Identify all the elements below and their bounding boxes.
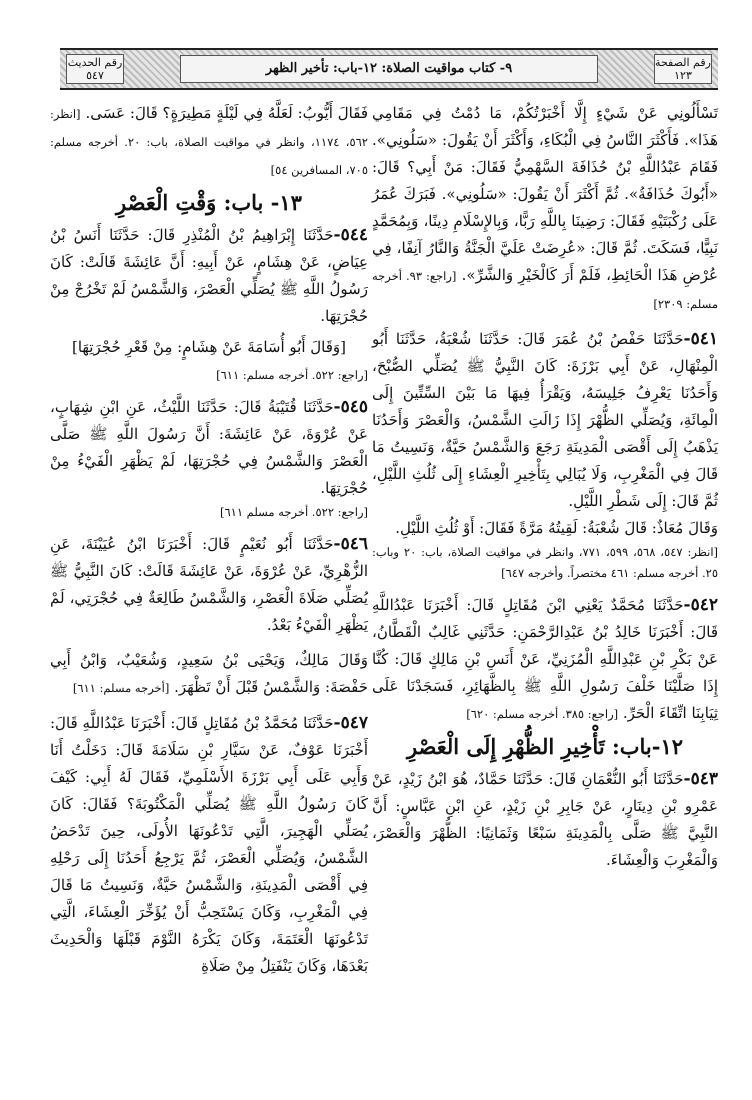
- reference: [راجع: ٥٢٢. أخرجه مسلم ٦١١]: [220, 505, 368, 519]
- hadith-number: ٥٤٢-: [683, 595, 718, 615]
- hadith-number: ٥٤١-: [683, 329, 718, 349]
- hadith-text: حَدَّثَنَا قُتَيْبَةُ قَالَ: حَدَّثَنَا اللَّيْثُ، عَنِ ابْنِ شِهَابٍ، عَنْ عُرْوَةَ، عَنْ عَائِشَةَ: أَنَّ رَسُولَ اللَّهِ ﷺ صَلَّى الْعَصْرَ وَالشَّمْسُ فِي حُجْرَتِهَا، لَمْ يَظْهَرِ الْفَيْءُ مِنْ حُجْرَتِهَا.: [50, 398, 368, 497]
- hadith-number: ٥٤٣-: [683, 769, 718, 789]
- reference: [انظر: ٥٤٧، ٥٦٨، ٥٩٩، ٧٧١، وانظر في مواقيت الصلاة، باب: ٢٠ وباب: ٢٥. أخرجه مسلم: ٤٦١ مختصراً. وأخرجه ٦٤٧]: [372, 545, 719, 580]
- hadith-544: [50, 222, 368, 330]
- hadith-number: ٥٤٧-: [333, 713, 368, 733]
- page-number-label: رقم الصفحة: [655, 56, 711, 69]
- chapter-heading: ١٢-باب: تَأْخِيرِ الظُّهْرِ إِلَى الْعَصْرِ: [406, 734, 684, 759]
- reference: [راجع: ٩٣. أخرجه مسلم: ٢٣٠٩]: [372, 269, 718, 311]
- hadith-546: [50, 531, 368, 639]
- reference: [راجع: ٣٨٥. أخرجه مسلم: ٦٢٠]: [466, 707, 619, 721]
- hadith-number: ٥٤٦-: [333, 534, 368, 554]
- reference: [أخرجه مسلم: ٦١١]: [72, 681, 170, 695]
- hadith-number: ٥٤٤-: [333, 225, 368, 245]
- hadith-543: [372, 766, 718, 874]
- hadith-number: ٥٤٥-: [333, 397, 368, 417]
- hadith-text: حَدَّثَنَا حَفْصُ بْنُ عُمَرَ قَالَ: حَدَّثَنَا شُعْبَةُ، حَدَّثَنَا أَبُو الْمِنْهَالِ، عَنْ أَبِي بَرْزَةَ: كَانَ النَّبِيُّ ﷺ يُصَلِّي الصُّبْحَ، وَأَحَدُنَا يَعْرِفُ جَلِيسَهُ، وَيَقْرَأُ فِيهَا مَا بَيْنَ السِّتِّينَ إِلَى الْمِائَةِ، وَيُصَلِّي الظُّهْرَ إِذَا زَالَتِ الشَّمْسُ، وَالْعَصْرَ وَأَحَدُنَا يَذْهَبُ إِلَى أَقْصَى الْمَدِينَةِ رَجَعَ وَالشَّمْسُ حَيَّةٌ، وَنَسِيتُ مَا قَالَ فِي الْمَغْرِبِ، وَلَا يُبَالِي بِتَأْخِيرِ الْعِشَاءِ إِلَى ثُلُثِ اللَّيْلِ، ثُمَّ قَالَ: إِلَى شَطْرِ اللَّيْلِ.: [372, 330, 718, 510]
- hadith-number-label: رقم الحديث: [67, 56, 123, 69]
- reference: [راجع: ٥٢٢. أخرجه مسلم: ٦١١]: [216, 368, 368, 382]
- reference: [انظر: ٥٦٢، ١١٧٤، وانظر في مواقيت الصلاة، باب: ٢٠. أخرجه مسلم: ٧٠٥، المسافرين ٥٤]: [50, 107, 368, 177]
- hadith-542: [372, 592, 718, 728]
- page-number: ١٢٣: [674, 69, 692, 82]
- hadith-number: ٥٤٧: [86, 69, 104, 82]
- hadith-541: [372, 326, 718, 515]
- hadith-546-addendum: وَقَالَ مَالِكٌ، وَيَحْيَى بْنُ سَعِيدٍ، وَشُعَيْبٌ، وَابْنُ أَبِي حَفْصَةَ: وَالشَّمْسُ قَبْلَ أَنْ تَظْهَرَ. [أخرجه مسلم: ٦١١]: [50, 651, 368, 696]
- hadith-text: حَدَّثَنَا أَبُو النُّعْمَانِ قَالَ: حَدَّثَنَا حَمَّادٌ، هُوَ ابْنُ زَيْدٍ، عَنْ عَمْرِو بْنِ دِينَارٍ، عَنْ جَابِرِ بْنِ زَيْدٍ، عَنِ ابْنِ عَبَّاسٍ: أَنَّ النَّبِيَّ ﷺ صَلَّى بِالْمَدِينَةِ سَبْعًا وَثَمَانِيًا: الظُّهْرَ وَالْعَصْرَ، وَالْمَغْرِبَ وَالْعِشَاءَ.: [372, 770, 718, 869]
- header-title: ٩- كتاب مواقيت الصلاة: ١٢-باب: تأخير الظهر: [180, 55, 598, 83]
- chapter-heading: ١٣- باب: وَقْتِ الْعَصْرِ: [116, 190, 302, 215]
- hadith-text: حَدَّثَنَا أَبُو نُعَيْمٍ قَالَ: أَخْبَرَنَا ابْنُ عُيَيْنَةَ، عَنِ الزُّهْرِيِّ، عَنْ عُرْوَةَ، عَنْ عَائِشَةَ قَالَتْ: كَانَ النَّبِيُّ ﷺ يُصَلِّي صَلَاةَ الْعَصْرِ، وَالشَّمْسُ طَالِعَةٌ فِي حُجْرَتِي، لَمْ يَظْهَرِ الْفَيْءُ بَعْدُ.: [50, 535, 368, 634]
- hadith-541-addendum: وَقَالَ مُعَاذٌ: قَالَ شُعْبَةُ: لَقِيتُهُ مَرَّةً فَقَالَ: أَوْ ثُلُثِ اللَّيْلِ.: [395, 519, 718, 537]
- hadith-547: [50, 710, 368, 980]
- hadith-text: حَدَّثَنَا مُحَمَّدٌ يَعْنِي ابْنَ مُقَاتِلٍ قَالَ: أَخْبَرَنَا عَبْدُاللَّهِ قَالَ: أَخْبَرَنَا خَالِدُ بْنُ عَبْدِالرَّحْمَنِ: حَدَّثَنِي غَالِبٌ الْقَطَّانُ، عَنْ بَكْرِ بْنِ عَبْدِاللَّهِ الْمُزَنِيِّ، عَنْ أَنَسِ بْنِ مَالِكٍ قَالَ: كُنَّا إِذَا صَلَّيْنَا خَلْفَ رَسُولِ اللَّهِ ﷺ بِالظَّهَائِرِ، فَسَجَدْنَا عَلَى ثِيَابِنَا اتِّقَاءَ الْحَرِّ.: [372, 596, 718, 722]
- continued-text: تَسْأَلُونِي عَنْ شَيْءٍ إِلَّا أَخْبَرْتُكُمْ، مَا دُمْتُ فِي مَقَامِي هَذَا». فَأَكْثَرَ النَّاسُ فِي الْبُكَاءِ، وَأَكْثَرَ أَنْ يَقُولَ: «سَلُونِي». فَقَامَ عَبْدُاللَّهِ بْنُ حُذَافَةَ السَّهْمِيُّ فَقَالَ: مَنْ أَبِي؟ قَالَ: «أَبُوكَ حُذَافَةُ». ثُمَّ أَكْثَرَ أَنْ يَقُولَ: «سَلُونِي». فَبَرَكَ عُمَرُ عَلَى رُكْبَتَيْهِ فَقَالَ: رَضِينَا بِاللَّهِ رَبًّا، وَبِالإِسْلَامِ دِينًا، وَبِمُحَمَّدٍ نَبِيًّا، فَسَكَتَ. ثُمَّ قَالَ: «عُرِضَتْ عَلَيَّ الْجَنَّةُ وَالنَّارُ آنِفًا، فِي عُرْضِ هَذَا الْحَائِطِ، فَلَمْ أَرَ كَالْخَيْرِ وَالشَّرِّ». [راجع: ٩٣. أخرجه مسلم: ٢٣٠٩]: [372, 104, 718, 311]
- page-number-box: [654, 54, 712, 84]
- hadith-text: حَدَّثَنَا إِبْرَاهِيمُ بْنُ الْمُنْذِرِ قَالَ: حَدَّثَنَا أَنَسُ بْنُ عِيَاضٍ، عَنْ هِشَامٍ، عَنْ أَبِيهِ: أَنَّ عَائِشَةَ قَالَتْ: كَانَ رَسُولُ اللَّهِ ﷺ يُصَلِّي الْعَصْرَ، وَالشَّمْسُ لَمْ تَخْرُجْ مِنْ حُجْرَتِهَا.: [50, 226, 368, 325]
- page-header: [60, 48, 718, 90]
- continued-text: فَقَالَ أَيُّوبُ: لَعَلَّهُ فِي لَيْلَةٍ مَطِيرَةٍ؟ قَالَ: عَسَى. [انظر: ٥٦٢، ١١٧٤، وانظر في مواقيت الصلاة، باب: ٢٠. أخرجه مسلم: ٧٠٥، المسافرين ٥٤]: [50, 104, 368, 177]
- hadith-text: حَدَّثَنَا مُحَمَّدُ بْنُ مُقَاتِلٍ قَالَ: أَخْبَرَنَا عَبْدُاللَّهِ قَالَ: أَخْبَرَنَا عَوْفٌ، عَنْ سَيَّارِ بْنِ سَلَامَةَ قَالَ: دَخَلْتُ أَنَا وَأَبِي عَلَى أَبِي بَرْزَةَ الأَسْلَمِيِّ، فَقَالَ لَهُ أَبِي: كَيْفَ كَانَ رَسُولُ اللَّهِ ﷺ يُصَلِّي الْمَكْتُوبَةَ؟ فَقَالَ: كَانَ يُصَلِّي الْهَجِيرَ، الَّتِي تَدْعُونَهَا الأُولَى، حِينَ تَدْحَضُ الشَّمْسُ، وَيُصَلِّي الْعَصْرَ، ثُمَّ يَرْجِعُ أَحَدُنَا إِلَى رَحْلِهِ فِي أَقْصَى الْمَدِينَةِ، وَالشَّمْسُ حَيَّةٌ، وَنَسِيتُ مَا قَالَ فِي الْمَغْرِبِ، وَكَانَ يَسْتَحِبُّ أَنْ يُؤَخِّرَ الْعِشَاءَ، الَّتِي تَدْعُونَهَا الْعَتَمَةَ، وَكَانَ يَكْرَهُ النَّوْمَ قَبْلَهَا وَالْحَدِيثَ بَعْدَهَا، وَكَانَ يَنْفَتِلُ مِنْ صَلَاةِ: [50, 714, 368, 975]
- narration-note: [وَقَالَ أَبُو أُسَامَةَ عَنْ هِشَامٍ: مِنْ قَعْرِ حُجْرَتِهَا]: [71, 338, 347, 356]
- right-column: [372, 100, 718, 874]
- left-column: [50, 100, 368, 980]
- hadith-number-box: [66, 54, 124, 84]
- hadith-545: [50, 394, 368, 502]
